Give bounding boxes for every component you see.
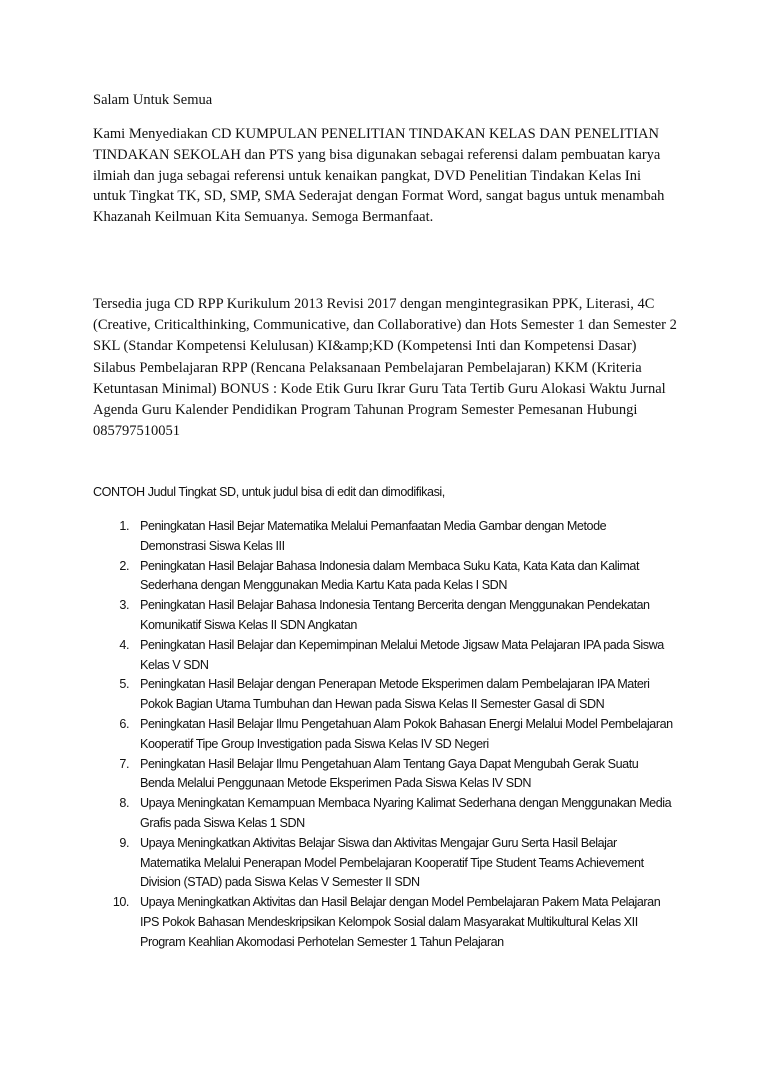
greeting-line: Salam Untuk Semua <box>93 92 213 108</box>
list-item <box>103 834 673 893</box>
list-item <box>103 557 673 597</box>
list-item <box>103 596 673 636</box>
list-item-text: Upaya Meningkatkan Aktivitas dan Hasil Belajar dengan Model Pembelajaran Pakem Mata Pelajaran IPS Pokok Bahasan Mendeskripsikan Kelompok Sosial dalam Masyarakat Multikultural Kelas XII Program Keahlian Akomodasi Perhotelan Semester 1 Tahun Pelajaran <box>140 895 661 949</box>
list-item-number: 5. <box>119 677 129 692</box>
list-item-number: 3. <box>119 598 129 613</box>
list-item-text: Peningkatan Hasil Belajar Bahasa Indonesia Tentang Bercerita dengan Menggunakan Pendekatan Komunikatif Siswa Kelas II SDN Angkatan <box>140 598 650 632</box>
list-item-text: Peningkatan Hasil Belajar Bahasa Indonesia dalam Membaca Suku Kata, Kata Kata dan Kalimat Sederhana dengan Menggunakan Media Kartu Kata pada Kelas I SDN <box>140 558 640 593</box>
list-item-text: Peningkatan Hasil Belajar Ilmu Pengetahuan Alam Pokok Bahasan Energi Melalui Model Pembelajaran Kooperatif Tipe Group Investigation pada Siswa Kelas IV SD Negeri <box>140 716 673 751</box>
intro-paragraph: Kami Menyediakan CD KUMPULAN PENELITIAN TINDAKAN KELAS DAN PENELITIAN TINDAKAN SEKOLAH dan PTS yang bisa digunakan sebagai referensi dalam pembuatan karya ilmiah dan juga sebagai referensi untuk kenaikan pangkat, DVD Penelitian Tindakan Kelas Ini untuk Tingkat TK, SD, SMP, SMA Sederajat dengan Format Word, sangat bagus untuk menambah Khazanah Keilmuan Kita Semuanya. Semoga Bermanfaat. <box>93 126 665 226</box>
list-item <box>103 675 673 715</box>
list-item <box>103 893 673 952</box>
list-heading: CONTOH Judul Tingkat SD, untuk judul bisa di edit dan dimodifikasi, <box>93 485 445 499</box>
list-item <box>103 794 673 834</box>
list-item-text: Peningkatan Hasil Bejar Matematika Melalui Pemanfaatan Media Gambar dengan Metode Demonstrasi Siswa Kelas III <box>140 519 607 553</box>
list-item-number: 10. <box>112 895 129 910</box>
list-item <box>103 517 673 557</box>
list-item-text: Upaya Meningkatan Kemampuan Membaca Nyaring Kalimat Sederhana dengan Menggunakan Media Grafis pada Siswa Kelas 1 SDN <box>140 796 672 830</box>
list-item-number: 6. <box>119 716 129 731</box>
offer-paragraph: Tersedia juga CD RPP Kurikulum 2013 Revisi 2017 dengan mengintegrasikan PPK, Literasi, 4C (Creative, Criticalthinking, Communicative, dan Collaborative) dan Hots Semester 1 dan Semester 2 SKL (Standar Kompetensi Kelulusan) KI&amp;KD (Kompetensi Inti dan Kompetensi Dasar) Silabus Pembelajaran RPP (Rencana Pelaksanaan Pembelajaran Pembelajaran) KKM (Kriteria Ketuntasan Minimal) BONUS : Kode Etik Guru Ikrar Guru Tata Tertib Guru Alokasi Waktu Jurnal Agenda Guru Kalender Pendidikan Program Tahunan Program Semester Pemesanan Hubungi 085797510051 <box>93 296 677 440</box>
list-item-text: Upaya Meningkatkan Aktivitas Belajar Siswa dan Aktivitas Mengajar Guru Serta Hasil Belajar Matematika Melalui Penerapan Model Pembelajaran Kooperatif Tipe Student Teams Achievement Division (STAD) pada Siswa Kelas V Semester II SDN <box>140 835 644 890</box>
list-item-text: Peningkatan Hasil Belajar dan Kepemimpinan Melalui Metode Jigsaw Mata Pelajaran IPA pada Siswa Kelas V SDN <box>140 637 664 672</box>
list-item-number: 8. <box>119 796 129 811</box>
list-item-number: 9. <box>119 835 129 850</box>
list-item <box>103 755 673 795</box>
list-item-text: Peningkatan Hasil Belajar Ilmu Pengetahuan Alam Tentang Gaya Dapat Mengubah Gerak Suatu Benda Melalui Penggunaan Metode Eksperimen Pada Siswa Kelas IV SDN <box>140 756 639 791</box>
list-item-text: Peningkatan Hasil Belajar dengan Penerapan Metode Eksperimen dalam Pembelajaran IPA Materi Pokok Bagian Utama Tumbuhan dan Hewan pada Siswa Kelas II Semester Gasal di SDN <box>140 677 650 712</box>
list-item <box>103 636 673 676</box>
list-item <box>103 715 673 755</box>
list-item-number: 2. <box>119 558 129 573</box>
list-item-number: 7. <box>119 756 129 771</box>
list-item-number: 1. <box>119 519 129 533</box>
list-item-number: 4. <box>119 637 129 652</box>
title-list <box>103 517 673 953</box>
